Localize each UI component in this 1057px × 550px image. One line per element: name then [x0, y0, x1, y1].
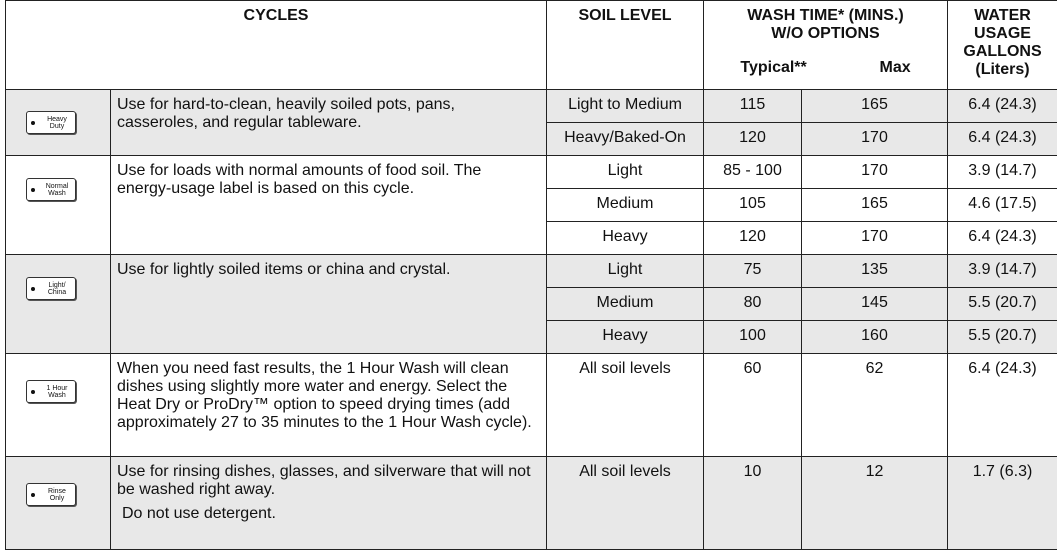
header-wash-time	[704, 1, 948, 90]
header-cycles: CYCLES	[6, 1, 547, 90]
max-time: 160	[802, 321, 948, 354]
header-soil-level: SOIL LEVEL	[547, 1, 704, 90]
soil-level: All soil levels	[547, 354, 704, 457]
max-time: 12	[802, 457, 948, 550]
max-time: 135	[802, 255, 948, 288]
water-usage: 6.4 (24.3)	[948, 354, 1057, 457]
soil-level: Light	[547, 255, 704, 288]
water-usage: 5.5 (20.7)	[948, 321, 1057, 354]
wash-time-subheaders	[704, 59, 947, 77]
cycle-description	[111, 457, 547, 550]
max-time: 145	[802, 288, 948, 321]
header-max: Max	[880, 59, 911, 77]
cycle-button-cell	[6, 457, 111, 550]
wash-time-title: WASH TIME* (MINS.) W/O OPTIONS	[704, 7, 947, 43]
typical-time: 105	[704, 189, 802, 222]
table-row	[6, 255, 1057, 288]
max-time: 170	[802, 222, 948, 255]
max-time: 170	[802, 123, 948, 156]
cycle-button-cell	[6, 255, 111, 354]
cycle-description: Use for lightly soiled items or china and crystal.	[111, 255, 547, 354]
typical-time: 85 - 100	[704, 156, 802, 189]
water-usage: 6.4 (24.3)	[948, 222, 1057, 255]
water-usage: 5.5 (20.7)	[948, 288, 1057, 321]
typical-time: 100	[704, 321, 802, 354]
heavy-duty-button-icon: Heavy Duty	[26, 111, 76, 134]
cycles-table	[5, 0, 1057, 550]
soil-level: Heavy	[547, 321, 704, 354]
cycle-description: When you need fast results, the 1 Hour Wash will clean dishes using slightly more water and energy. Select the Heat Dry or ProDry™ option to speed drying times (add approximately 27 to 35 minutes to the 1 Hour Wash cycle).	[111, 354, 547, 457]
water-usage: 3.9 (14.7)	[948, 255, 1057, 288]
cycle-button-cell	[6, 156, 111, 255]
soil-level: Heavy	[547, 222, 704, 255]
max-time: 165	[802, 90, 948, 123]
light-china-button-icon: Light/ China	[26, 277, 76, 300]
water-usage: 1.7 (6.3)	[948, 457, 1057, 550]
water-usage: 3.9 (14.7)	[948, 156, 1057, 189]
soil-level: Medium	[547, 189, 704, 222]
water-usage: 6.4 (24.3)	[948, 123, 1057, 156]
typical-time: 120	[704, 123, 802, 156]
detergent-note: Do not use detergent.	[117, 499, 540, 523]
cycle-description: Use for loads with normal amounts of food soil. The energy-usage label is based on this cycle.	[111, 156, 547, 255]
water-usage: 6.4 (24.3)	[948, 90, 1057, 123]
cycle-button-cell	[6, 90, 111, 156]
table-row	[6, 354, 1057, 457]
typical-time: 75	[704, 255, 802, 288]
rinse-only-button-icon: Rinse Only	[26, 483, 76, 506]
typical-time: 80	[704, 288, 802, 321]
table-row	[6, 90, 1057, 123]
header-row	[6, 1, 1057, 90]
water-usage: 4.6 (17.5)	[948, 189, 1057, 222]
max-time: 165	[802, 189, 948, 222]
table-row	[6, 457, 1057, 550]
soil-level: Light	[547, 156, 704, 189]
header-typical: Typical**	[740, 59, 806, 77]
soil-level: All soil levels	[547, 457, 704, 550]
typical-time: 115	[704, 90, 802, 123]
max-time: 62	[802, 354, 948, 457]
soil-level: Heavy/Baked-On	[547, 123, 704, 156]
one-hour-wash-button-icon: 1 Hour Wash	[26, 380, 76, 403]
cycle-description: Use for hard-to-clean, heavily soiled pots, pans, casseroles, and regular tableware.	[111, 90, 547, 156]
cycle-button-cell	[6, 354, 111, 457]
rinse-description-text: Use for rinsing dishes, glasses, and silverware that will not be washed right away.	[117, 463, 540, 499]
soil-level: Light to Medium	[547, 90, 704, 123]
typical-time: 10	[704, 457, 802, 550]
soil-level: Medium	[547, 288, 704, 321]
normal-wash-button-icon: Normal Wash	[26, 178, 76, 201]
typical-time: 120	[704, 222, 802, 255]
max-time: 170	[802, 156, 948, 189]
header-water-usage: WATER USAGE GALLONS (Liters)	[948, 1, 1057, 90]
typical-time: 60	[704, 354, 802, 457]
table-row	[6, 156, 1057, 189]
